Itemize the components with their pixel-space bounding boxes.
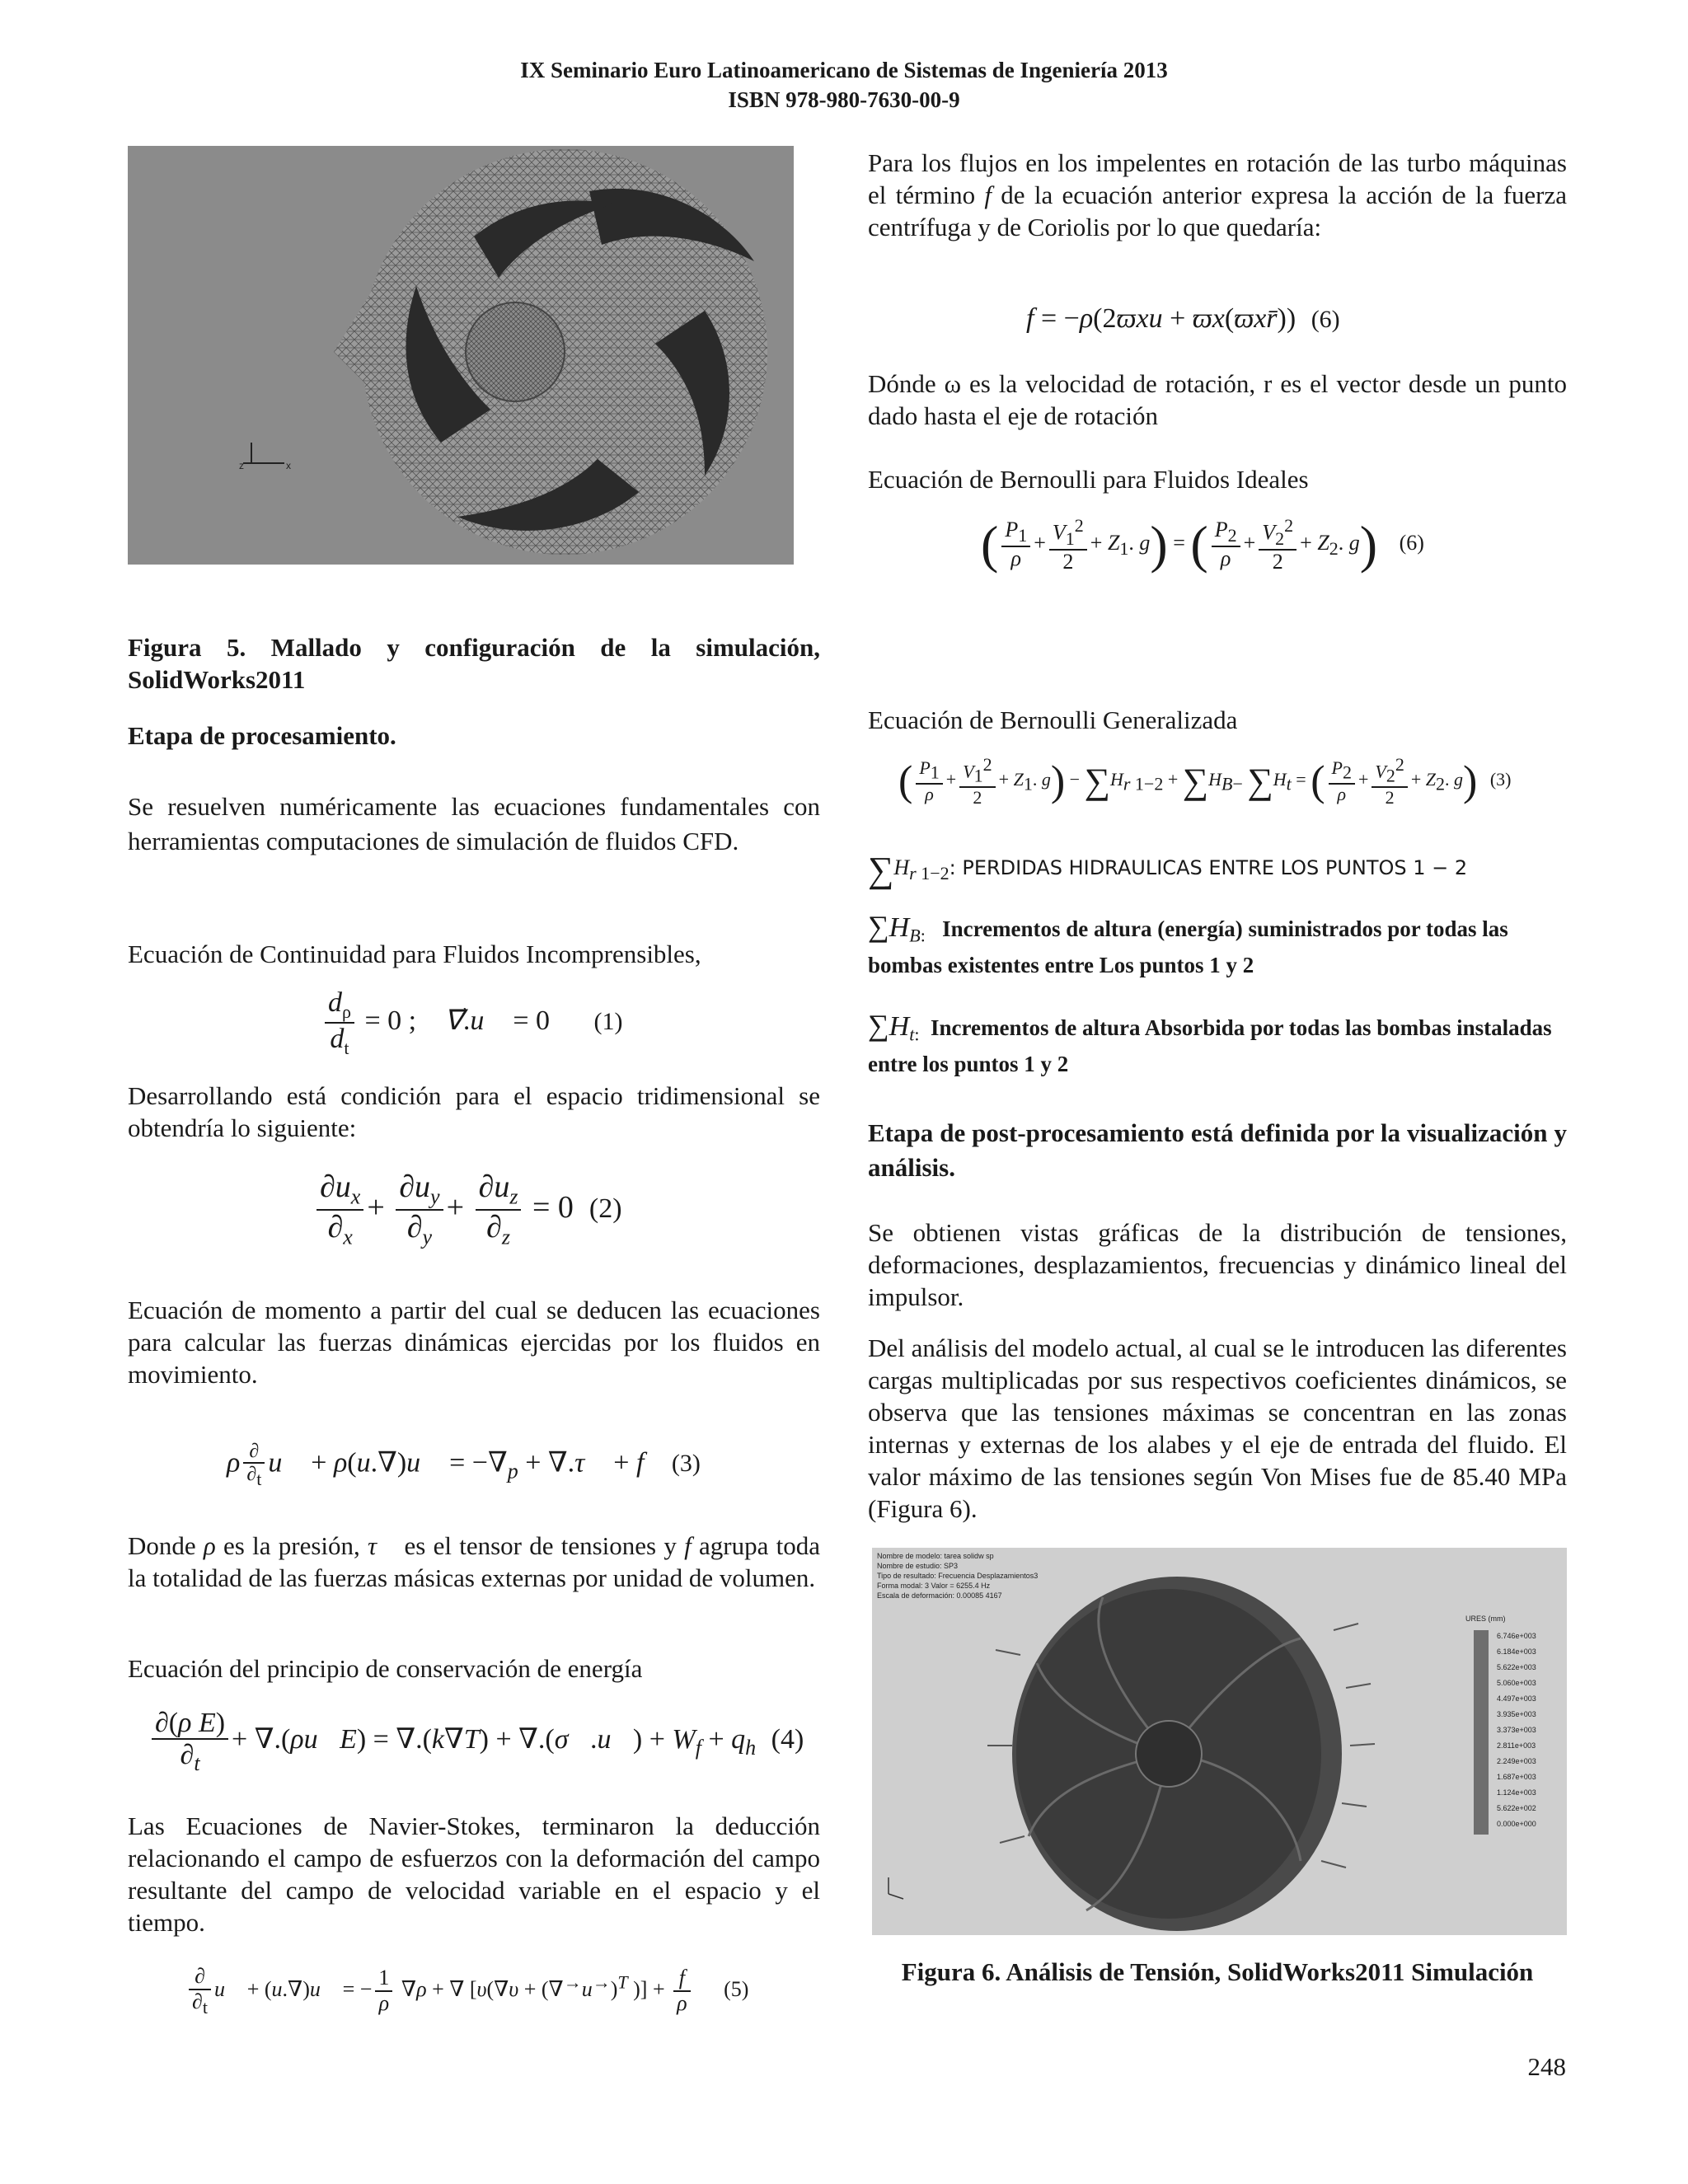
equation-6-number: (6) [1311,306,1340,333]
paragraph-bernoulli-ideal: Ecuación de Bernoulli para Fluidos Ideales [868,465,1309,494]
equation-2-number: (2) [588,1193,622,1224]
figure6-stress-image [872,1548,1567,1935]
equation-4: $\frac{\text{∂(ρ E)}}{\partial_t}$ + ∇.(ρu⃗E) = ∇.(k∇T) + ∇.(σ⃗.u⃗) + $W_f + q_h$ (4) [148,1708,804,1776]
definition-pumps: $\sum H_{B:}$ Incrementos de altura (energía) suministrados por todas las bombas existentes entre Los puntos 1 y 2 [868,910,1508,978]
paragraph-navier-stokes: Las Ecuaciones de Navier-Stokes, terminaron la deducción relacionando el campo de esfuerzos con la deformación del campo resultante del campo de velocidad variable en el espacio y el tiempo. [128,1811,820,1937]
paragraph-analysis: Del análisis del modelo actual, al cual se le introducen las diferentes cargas multiplicadas por sus respectivos coeficientes dinámicos, se observa que las tensiones máximas se concentran en las zonas internas y externas de los alabes y el eje de entrada del fluido. El valor máximo de las tensiones según Von Mises fue de 85.40 MPa (Figura 6). [868,1333,1567,1523]
figure5-mesh-image [128,146,794,565]
equation-6: f = −ρ(2ϖxu + ϖx(ϖxr̄)) (6) [1026,303,1340,334]
header-line1: IX Seminario Euro Latinoamericano de Sistemas de Ingeniería 2013 [520,58,1168,82]
section-title-processing: Etapa de procesamiento. [128,721,396,750]
equation-1-number: (1) [593,1007,623,1035]
paragraph-momentum: Ecuación de momento a partir del cual se deducen las ecuaciones para calcular las fuerzas dinámicas ejercidas por los fluidos en movimiento. [128,1296,820,1389]
definition-losses: $\sum H_{r 1-2}$: PERDIDAS HIDRAULICAS ENTRE LOS PUNTOS 1 − 2 [868,850,1468,890]
legend-values: 6.746e+003 6.184e+003 5.622e+003 5.060e+003 4.497e+003 3.935e+003 3.373e+003 2.811e+003 2.249e+003 1.687e+003 1.124e+003 5.622e+002 0.000e+000 [1497,1632,1536,1828]
equation-bernoulli-generalized-number: (3) [1489,769,1512,790]
svg-text:z: z [239,460,244,471]
equation-1: $\frac{d_\rho}{d_t}$ = 0 ; ∇⃗.u⃗ = 0 (1) [321,987,622,1058]
equation-5: $\frac{\partial}{\partial_t}$ u⃗ + (u.∇)u⃗ = − $\frac{1}{\rho}$ ∇ρ + ∇ [$\upsilon(\nabla\upsilon + (\nabla^\to u^\to)^T$ )] + $\frac{f}{\rho}$ (5) [185,1965,748,2018]
equation-5-number: (5) [724,1976,749,2001]
equation-4-number: (4) [771,1724,804,1755]
equation-2: $\frac{\partial u_x}{\partial_x}$ + $\frac{\partial u_y}{\partial_y}$ + $\frac{\partial u_z}{\partial_z}$ = 0 (2) [313,1170,622,1249]
paragraph-cfd: Se resuelven numéricamente las ecuaciones fundamentales con herramientas computaciones de simulación de fluidos CFD. [128,792,820,855]
equation-bernoulli-ideal: ( $\frac{P_1}{\rho}$ + $\frac{V_1^2}{2}$ + $Z_1$. g) = ( $\frac{P_2}{\rho}$ + $\frac{V_2^2}{2}$ + $Z_2$. g) (6) [981,514,1424,574]
equation-bernoulli-ideal-number: (6) [1399,530,1424,555]
equation-3-number: (3) [671,1450,701,1478]
paragraph-continuity-intro: Ecuación de Continuidad para Fluidos Incomprensibles, [128,940,701,968]
paragraph-energy-intro: Ecuación del principio de conservación de energía [128,1654,643,1683]
svg-text:x: x [286,460,291,471]
paragraph-graphic-views: Se obtienen vistas gráficas de la distribución de tensiones, deformaciones, desplazamientos, frecuencias y dinámico lineal del impulsor. [868,1218,1567,1311]
legend-title: URES (mm) [1465,1615,1506,1623]
figure5-caption: Figura 5. Mallado y configuración de la simulación, SolidWorks2011 [128,633,820,694]
paragraph-bernoulli-generalized: Ecuación de Bernoulli Generalizada [868,705,1238,734]
legend-colorbar [1474,1630,1489,1835]
header-line2: ISBN 978-980-7630-00-9 [728,87,960,112]
paragraph-rotating-flows: Para los flujos en los impelentes en rotación de las turbo máquinas el término f de la ecuación anterior expresa la acción de la fuerza centrífuga y de Coriolis por lo que quedaría: [868,148,1568,241]
definition-absorbed: $\sum H_{t:}$ Incrementos de altura Absorbida por todas las bombas instaladas entre los puntos 1 y 2 [868,1009,1552,1077]
page-number: 248 [1527,2052,1566,2081]
equation-3: ρ $\frac{\partial}{\partial_t}$ u⃗ + ρ(u.∇)u⃗ = $-\nabla_p$ + ∇.τ⃗ + f (3) [227,1441,701,1490]
figure6-caption: Figura 6. Análisis de Tensión, SolidWorks2011 Simulación [901,1957,1534,1986]
paragraph-where: Donde ρ es la presión, τ⃗ es el tensor de tensiones y f agrupa toda la totalidad de las fuerzas másicas externas por unidad de volumen. [128,1531,820,1592]
paragraph-3d: Desarrollando está condición para el espacio tridimensional se obtendría lo siguiente: [128,1081,820,1142]
paragraph-omega: Dónde ω es la velocidad de rotación, r es el vector desde un punto dado hasta el eje de rotación [868,369,1567,430]
figure6-info: Nombre de modelo: tarea solidw sp Nombre de estudio: SP3 Tipo de resultado: Frecuencia Desplazamientos3 Forma modal: 3 Valor = 6255.4 Hz Escala de deformación: 0.00085 4167 [877,1552,1039,1600]
equation-bernoulli-generalized: ( $\frac{P_1}{\rho}$ + $\frac{V_1^2}{2}$ + $Z_1$. $g) - \sum H_{r 1-2} + \sum H_{B-}$ $\sum H_t$ = ( $\frac{P_2}{\rho}$ + $\frac{V_2^2}{2}$ + $Z_2$. g) (3) [898,754,1512,808]
section-title-post-processing: Etapa de post-procesamiento está definida por la visualización y análisis. [868,1118,1567,1182]
